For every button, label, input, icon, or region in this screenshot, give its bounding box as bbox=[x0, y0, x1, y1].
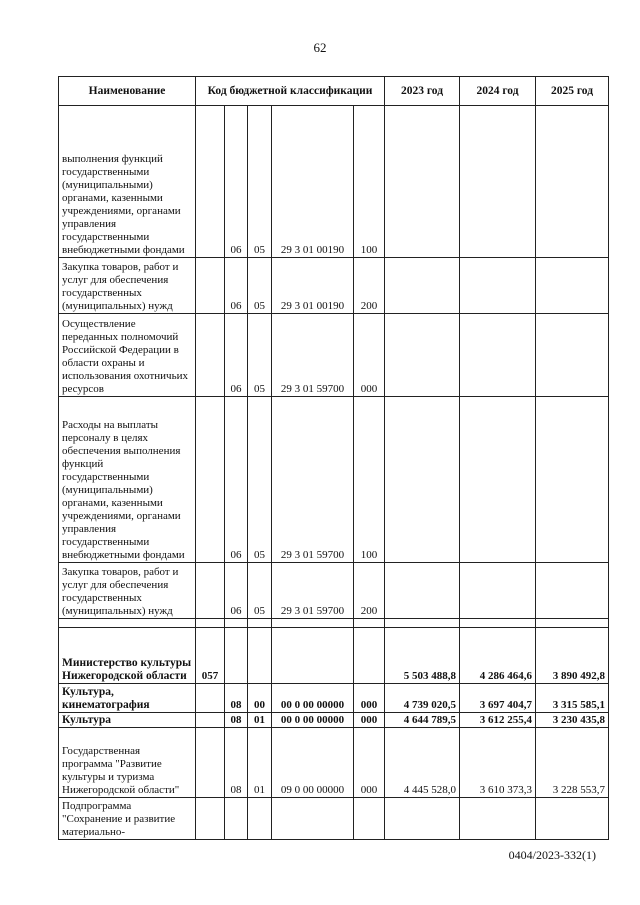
row-code-subsection: 01 bbox=[248, 728, 272, 798]
row-name: Министерство культуры Нижегородской области bbox=[59, 628, 196, 684]
row-name: Осуществление переданных полномочий Российской Федерации в области охраны и использования охотничьих ресурсов bbox=[59, 314, 196, 397]
row-name: Подпрограмма "Сохранение и развитие материально- bbox=[59, 798, 196, 840]
row-code-target: 00 0 00 00000 bbox=[272, 684, 354, 713]
row-code-expense-type: 100 bbox=[354, 397, 385, 563]
row-code-target: 29 3 01 00190 bbox=[272, 106, 354, 258]
row-code-expense-type: 000 bbox=[354, 684, 385, 713]
document-number: 0404/2023-332(1) bbox=[508, 848, 596, 862]
header-2025: 2025 год bbox=[536, 77, 609, 106]
table-row bbox=[59, 258, 609, 314]
row-code-admin bbox=[196, 106, 225, 258]
row-amount-2025 bbox=[536, 397, 609, 563]
table-row bbox=[59, 798, 609, 840]
row-code-section: 06 bbox=[225, 258, 248, 314]
row-code-section: 06 bbox=[225, 106, 248, 258]
row-code-expense-type: 100 bbox=[354, 106, 385, 258]
row-code-section: 08 bbox=[225, 713, 248, 728]
row-amount-2025 bbox=[536, 314, 609, 397]
row-amount-2025 bbox=[536, 619, 609, 628]
row-code-admin bbox=[196, 314, 225, 397]
row-code-target: 29 3 01 00190 bbox=[272, 258, 354, 314]
row-code-section: 06 bbox=[225, 397, 248, 563]
header-code: Код бюджетной классификации bbox=[196, 77, 385, 106]
row-amount-2024 bbox=[460, 258, 536, 314]
table-row bbox=[59, 563, 609, 619]
row-code-admin bbox=[196, 728, 225, 798]
row-code-expense-type bbox=[354, 798, 385, 840]
budget-table bbox=[58, 76, 609, 840]
row-code-target: 09 0 00 00000 bbox=[272, 728, 354, 798]
row-amount-2024: 3 612 255,4 bbox=[460, 713, 536, 728]
header-2024: 2024 год bbox=[460, 77, 536, 106]
row-amount-2024 bbox=[460, 314, 536, 397]
row-code-section: 08 bbox=[225, 728, 248, 798]
table-row bbox=[59, 106, 609, 258]
row-code-expense-type bbox=[354, 619, 385, 628]
row-code-admin bbox=[196, 563, 225, 619]
table-row-spacer bbox=[59, 619, 609, 628]
row-code-subsection: 05 bbox=[248, 314, 272, 397]
row-name: Государственная программа "Развитие культуры и туризма Нижегородской области" bbox=[59, 728, 196, 798]
row-code-admin: 057 bbox=[196, 628, 225, 684]
row-code-subsection: 05 bbox=[248, 106, 272, 258]
table-row bbox=[59, 397, 609, 563]
row-code-expense-type: 000 bbox=[354, 713, 385, 728]
row-amount-2023 bbox=[385, 106, 460, 258]
row-amount-2024: 3 610 373,3 bbox=[460, 728, 536, 798]
row-amount-2024 bbox=[460, 619, 536, 628]
table-row bbox=[59, 713, 609, 728]
row-code-expense-type: 200 bbox=[354, 563, 385, 619]
row-code-expense-type: 000 bbox=[354, 728, 385, 798]
row-amount-2024: 3 697 404,7 bbox=[460, 684, 536, 713]
row-code-subsection bbox=[248, 628, 272, 684]
row-amount-2023: 4 445 528,0 bbox=[385, 728, 460, 798]
row-name: Культура, кинематография bbox=[59, 684, 196, 713]
row-name: Закупка товаров, работ и услуг для обеспечения государственных (муниципальных) нужд bbox=[59, 258, 196, 314]
table-row bbox=[59, 628, 609, 684]
row-code-admin bbox=[196, 258, 225, 314]
row-amount-2023 bbox=[385, 619, 460, 628]
table-row bbox=[59, 684, 609, 713]
row-code-admin bbox=[196, 619, 225, 628]
row-code-expense-type: 200 bbox=[354, 258, 385, 314]
row-code-admin bbox=[196, 798, 225, 840]
row-amount-2023: 4 644 789,5 bbox=[385, 713, 460, 728]
row-amount-2025: 3 230 435,8 bbox=[536, 713, 609, 728]
table-row bbox=[59, 314, 609, 397]
row-amount-2024: 4 286 464,6 bbox=[460, 628, 536, 684]
row-code-section bbox=[225, 798, 248, 840]
row-amount-2023 bbox=[385, 798, 460, 840]
row-amount-2023 bbox=[385, 563, 460, 619]
row-code-admin bbox=[196, 397, 225, 563]
row-amount-2024 bbox=[460, 106, 536, 258]
row-amount-2023: 4 739 020,5 bbox=[385, 684, 460, 713]
row-name: выполнения функций государственными (муниципальными) органами, казенными учреждениями, органами управления государственными внебюджетными фондами bbox=[59, 106, 196, 258]
row-amount-2024 bbox=[460, 798, 536, 840]
row-code-target bbox=[272, 798, 354, 840]
row-code-target: 29 3 01 59700 bbox=[272, 397, 354, 563]
row-amount-2024 bbox=[460, 563, 536, 619]
header-name: Наименование bbox=[59, 77, 196, 106]
row-name: Закупка товаров, работ и услуг для обеспечения государственных (муниципальных) нужд bbox=[59, 563, 196, 619]
table-row bbox=[59, 728, 609, 798]
row-code-target: 29 3 01 59700 bbox=[272, 563, 354, 619]
header-2023: 2023 год bbox=[385, 77, 460, 106]
row-code-subsection: 05 bbox=[248, 563, 272, 619]
row-amount-2025 bbox=[536, 798, 609, 840]
row-amount-2023 bbox=[385, 314, 460, 397]
row-code-section bbox=[225, 628, 248, 684]
row-amount-2025: 3 228 553,7 bbox=[536, 728, 609, 798]
row-name: Расходы на выплаты персоналу в целях обеспечения выполнения функций государственными (муниципальными) органами, казенными учреждениями, органами управления государственными внебюджетными фондами bbox=[59, 397, 196, 563]
row-code-target bbox=[272, 628, 354, 684]
row-code-subsection: 05 bbox=[248, 397, 272, 563]
row-code-admin bbox=[196, 713, 225, 728]
row-code-section: 06 bbox=[225, 314, 248, 397]
row-code-admin bbox=[196, 684, 225, 713]
row-amount-2023 bbox=[385, 258, 460, 314]
table-header-row bbox=[59, 77, 609, 106]
row-name: Культура bbox=[59, 713, 196, 728]
row-amount-2025: 3 315 585,1 bbox=[536, 684, 609, 713]
row-amount-2023: 5 503 488,8 bbox=[385, 628, 460, 684]
row-amount-2025 bbox=[536, 258, 609, 314]
row-amount-2024 bbox=[460, 397, 536, 563]
row-amount-2025 bbox=[536, 563, 609, 619]
row-code-target bbox=[272, 619, 354, 628]
page-number: 62 bbox=[313, 40, 327, 55]
row-code-subsection: 05 bbox=[248, 258, 272, 314]
row-amount-2023 bbox=[385, 397, 460, 563]
row-code-subsection bbox=[248, 798, 272, 840]
row-code-section bbox=[225, 619, 248, 628]
row-code-expense-type: 000 bbox=[354, 314, 385, 397]
row-code-subsection bbox=[248, 619, 272, 628]
row-code-subsection: 01 bbox=[248, 713, 272, 728]
row-code-target: 29 3 01 59700 bbox=[272, 314, 354, 397]
row-code-expense-type bbox=[354, 628, 385, 684]
row-name bbox=[59, 619, 196, 628]
row-code-target: 00 0 00 00000 bbox=[272, 713, 354, 728]
row-amount-2025 bbox=[536, 106, 609, 258]
row-code-section: 06 bbox=[225, 563, 248, 619]
row-code-subsection: 00 bbox=[248, 684, 272, 713]
row-code-section: 08 bbox=[225, 684, 248, 713]
row-amount-2025: 3 890 492,8 bbox=[536, 628, 609, 684]
